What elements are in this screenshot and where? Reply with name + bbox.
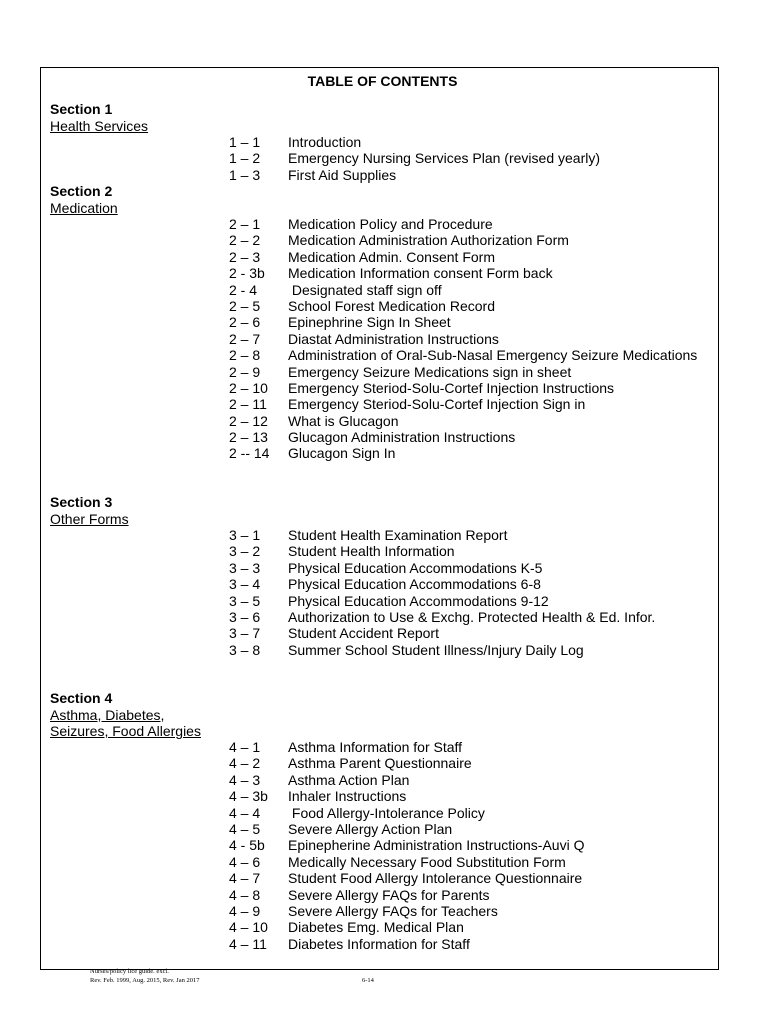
entry-title: Diabetes Information for Staff bbox=[288, 935, 470, 952]
entry-number: 4 – 5 bbox=[229, 820, 261, 837]
entry-title: Emergency Steriod-Solu-Cortef Injection Sign in bbox=[288, 396, 586, 413]
entry-number: 4 – 7 bbox=[229, 870, 261, 887]
entry-title: Severe Allergy FAQs for Parents bbox=[288, 886, 490, 903]
entry-title: Physical Education Accommodations 6-8 bbox=[288, 576, 541, 593]
entry-title: What is Glucagon bbox=[288, 412, 399, 429]
entry-title: Authorization to Use & Exchg. Protected Health & Ed. Infor. bbox=[288, 608, 656, 625]
entry-title: Designated staff sign off bbox=[288, 281, 442, 298]
entry-title: Physical Education Accommodations K-5 bbox=[288, 559, 543, 576]
section-2-name: Medication bbox=[50, 199, 118, 216]
entry-number: 3 – 8 bbox=[229, 641, 261, 658]
section-4-heading: Section 4 bbox=[50, 690, 113, 706]
entry-number: 4 – 4 bbox=[229, 804, 261, 821]
entry-number: 2 – 1 bbox=[229, 216, 261, 232]
entry-number: 1 – 3 bbox=[229, 166, 261, 183]
entry-number: 4 – 11 bbox=[229, 935, 267, 952]
section-3-name: Other Forms bbox=[50, 510, 129, 527]
entry-number: 3 – 2 bbox=[229, 543, 261, 560]
footer-line-1: Nurses/policy lice guide. excl. bbox=[90, 968, 169, 975]
entry-number: 2 – 11 bbox=[229, 396, 267, 413]
entry-number: 4 – 6 bbox=[229, 853, 261, 870]
entry-number: 3 – 1 bbox=[229, 527, 261, 543]
entry-title: Asthma Parent Questionnaire bbox=[288, 755, 472, 772]
entry-number: 2 - 4 bbox=[229, 281, 258, 298]
entry-title: Severe Allergy Action Plan bbox=[288, 820, 453, 837]
entry-number: 4 – 3b bbox=[229, 788, 268, 805]
entry-title: Asthma Action Plan bbox=[288, 771, 410, 788]
entry-title: Emergency Nursing Services Plan (revised yearly) bbox=[288, 150, 600, 167]
entry-title: Student Accident Report bbox=[288, 625, 439, 642]
entry-number: 3 – 5 bbox=[229, 592, 261, 609]
entry-title: Glucagon Sign In bbox=[288, 445, 396, 462]
entry-title: Student Health Examination Report bbox=[288, 527, 508, 543]
entry-number: 3 – 6 bbox=[229, 608, 261, 625]
entry-title: Food Allergy-Intolerance Policy bbox=[288, 804, 485, 821]
entry-title: Glucagon Administration Instructions bbox=[288, 429, 516, 446]
entry-title: Diabetes Emg. Medical Plan bbox=[288, 919, 464, 936]
section-4-name-line-2: Seizures, Food Allergies bbox=[50, 722, 201, 739]
entry-number: 2 – 9 bbox=[229, 363, 261, 380]
entry-number: 3 – 4 bbox=[229, 576, 261, 593]
entry-title: Summer School Student Illness/Injury Daily Log bbox=[288, 641, 584, 658]
entry-number: 1 – 1 bbox=[229, 134, 261, 150]
entry-number: 4 – 10 bbox=[229, 919, 268, 936]
entry-title: School Forest Medication Record bbox=[288, 297, 495, 314]
entry-number: 2 – 3 bbox=[229, 248, 261, 265]
entry-title: Asthma Information for Staff bbox=[288, 739, 463, 755]
entry-number: 2 – 2 bbox=[229, 232, 261, 249]
section-4-name-line-1: Asthma, Diabetes, bbox=[50, 706, 165, 723]
footer-revision-note bbox=[90, 967, 199, 985]
entry-title: Physical Education Accommodations 9-12 bbox=[288, 592, 549, 609]
entry-number: 2 -- 14 bbox=[229, 445, 270, 462]
entry-number: 3 – 7 bbox=[229, 625, 261, 642]
entry-number: 2 – 8 bbox=[229, 347, 261, 364]
entry-number: 4 – 3 bbox=[229, 771, 261, 788]
entry-title: Introduction bbox=[288, 134, 362, 150]
entry-number: 2 – 12 bbox=[229, 412, 268, 429]
entry-number: 4 – 2 bbox=[229, 755, 261, 772]
entry-title: Epinephrine Sign In Sheet bbox=[288, 314, 451, 331]
entry-title: Emergency Steriod-Solu-Cortef Injection Instructions bbox=[288, 379, 615, 396]
entry-number: 2 – 13 bbox=[229, 429, 268, 446]
entry-title: Inhaler Instructions bbox=[288, 788, 407, 805]
entry-title: Medically Necessary Food Substitution Form bbox=[288, 853, 566, 870]
entry-number: 3 – 3 bbox=[229, 559, 261, 576]
entry-title: Student Health Information bbox=[288, 543, 455, 560]
entry-number: 4 – 8 bbox=[229, 886, 261, 903]
entry-number: 2 - 3b bbox=[229, 265, 265, 282]
footer-line-2: Rev. Feb. 1999, Aug. 2015, Rev. Jan 2017 bbox=[90, 977, 200, 984]
entry-title: Medication Administration Authorization Form bbox=[288, 232, 569, 249]
entry-title: First Aid Supplies bbox=[288, 166, 397, 183]
entry-title: Student Food Allergy Intolerance Questionnaire bbox=[288, 870, 583, 887]
entry-title: Emergency Seizure Medications sign in sheet bbox=[288, 363, 572, 380]
section-2-heading: Section 2 bbox=[50, 183, 113, 199]
entry-title: Diastat Administration Instructions bbox=[288, 330, 499, 347]
section-1-heading: Section 1 bbox=[50, 101, 113, 117]
footer-page-number: 6-14 bbox=[362, 977, 374, 984]
entry-number: 4 – 1 bbox=[229, 739, 261, 755]
entry-number: 2 – 7 bbox=[229, 330, 261, 347]
entry-title: Medication Policy and Procedure bbox=[288, 216, 493, 232]
entry-title: Severe Allergy FAQs for Teachers bbox=[288, 902, 498, 919]
section-1-name: Health Services bbox=[50, 117, 149, 134]
entry-title: Medication Admin. Consent Form bbox=[288, 248, 495, 265]
entry-number: 2 – 5 bbox=[229, 297, 261, 314]
entry-title: Administration of Oral-Sub-Nasal Emergency Seizure Medications bbox=[288, 347, 698, 364]
entry-title: Medication Information consent Form back bbox=[288, 265, 553, 282]
page-title: TABLE OF CONTENTS bbox=[307, 73, 458, 89]
entry-number: 1 – 2 bbox=[229, 150, 261, 167]
entry-number: 4 – 9 bbox=[229, 902, 261, 919]
entry-title: Epinepherine Administration Instructions-Auvi Q bbox=[288, 837, 585, 854]
entry-number: 4 - 5b bbox=[229, 837, 265, 854]
entry-number: 2 – 10 bbox=[229, 379, 268, 396]
entry-number: 2 – 6 bbox=[229, 314, 261, 331]
section-3-heading: Section 3 bbox=[50, 494, 113, 510]
